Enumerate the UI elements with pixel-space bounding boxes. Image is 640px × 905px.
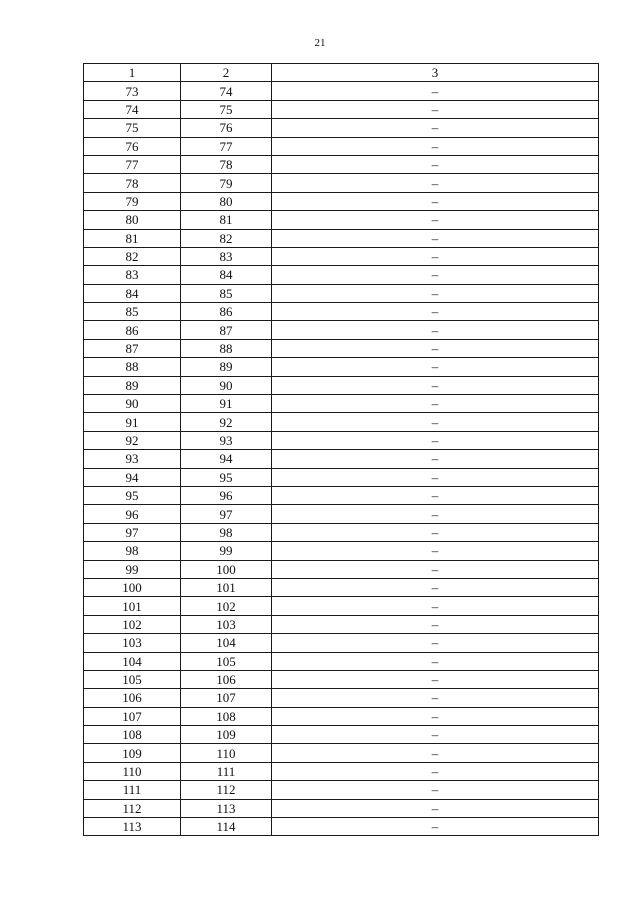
table-cell-col-1: 84 — [84, 284, 181, 302]
table-cell-col-1: 97 — [84, 523, 181, 541]
table-cell-col-1: 75 — [84, 119, 181, 137]
table-row — [84, 486, 599, 504]
table-row — [84, 155, 599, 173]
table-row — [84, 560, 599, 578]
table-cell-col-3: – — [272, 450, 599, 468]
table-cell-col-2: 90 — [181, 376, 272, 394]
table-cell-col-2: 113 — [181, 799, 272, 817]
table-cell-col-3: – — [272, 119, 599, 137]
table-cell-col-1: 83 — [84, 266, 181, 284]
table-cell-col-3: – — [272, 339, 599, 357]
header-row — [84, 64, 599, 82]
table-cell-col-2: 74 — [181, 82, 272, 100]
table-row — [84, 634, 599, 652]
table-row — [84, 707, 599, 725]
table-row — [84, 303, 599, 321]
table-cell-col-3: – — [272, 229, 599, 247]
table-row — [84, 321, 599, 339]
table-row — [84, 431, 599, 449]
table-cell-col-1: 108 — [84, 726, 181, 744]
table-cell-col-1: 104 — [84, 652, 181, 670]
table-row — [84, 358, 599, 376]
table-row — [84, 137, 599, 155]
table-cell-col-2: 94 — [181, 450, 272, 468]
table-cell-col-3: – — [272, 652, 599, 670]
table-row — [84, 505, 599, 523]
table-cell-col-3: – — [272, 413, 599, 431]
table-cell-col-2: 105 — [181, 652, 272, 670]
table-cell-col-3: – — [272, 376, 599, 394]
table-cell-col-3: – — [272, 266, 599, 284]
table-row — [84, 266, 599, 284]
header-cell-col-2: 2 — [181, 64, 272, 82]
table-row — [84, 523, 599, 541]
table-cell-col-3: – — [272, 82, 599, 100]
table-cell-col-1: 90 — [84, 395, 181, 413]
table-cell-col-2: 99 — [181, 542, 272, 560]
table-cell-col-1: 87 — [84, 339, 181, 357]
table-cell-col-2: 83 — [181, 247, 272, 265]
table-row — [84, 284, 599, 302]
table-cell-col-2: 108 — [181, 707, 272, 725]
table-cell-col-1: 78 — [84, 174, 181, 192]
table-cell-col-3: – — [272, 303, 599, 321]
table-cell-col-2: 92 — [181, 413, 272, 431]
table-row — [84, 578, 599, 596]
data-table — [83, 63, 599, 836]
table-cell-col-2: 103 — [181, 615, 272, 633]
table-body — [84, 82, 599, 836]
table-cell-col-3: – — [272, 321, 599, 339]
table-cell-col-1: 106 — [84, 689, 181, 707]
table-cell-col-3: – — [272, 468, 599, 486]
table-cell-col-2: 95 — [181, 468, 272, 486]
table-cell-col-2: 110 — [181, 744, 272, 762]
table-cell-col-3: – — [272, 395, 599, 413]
table-cell-col-3: – — [272, 523, 599, 541]
table-cell-col-3: – — [272, 762, 599, 780]
table-cell-col-1: 74 — [84, 100, 181, 118]
table-cell-col-3: – — [272, 284, 599, 302]
table-row — [84, 192, 599, 210]
table-cell-col-2: 80 — [181, 192, 272, 210]
table-cell-col-3: – — [272, 597, 599, 615]
table-row — [84, 376, 599, 394]
table-row — [84, 82, 599, 100]
table-cell-col-1: 101 — [84, 597, 181, 615]
table-cell-col-3: – — [272, 358, 599, 376]
table-row — [84, 100, 599, 118]
table-cell-col-1: 79 — [84, 192, 181, 210]
table-cell-col-1: 112 — [84, 799, 181, 817]
table-cell-col-1: 100 — [84, 578, 181, 596]
table-cell-col-1: 80 — [84, 211, 181, 229]
table-cell-col-2: 75 — [181, 100, 272, 118]
table-row — [84, 726, 599, 744]
table-row — [84, 542, 599, 560]
table-cell-col-2: 102 — [181, 597, 272, 615]
table-cell-col-3: – — [272, 100, 599, 118]
table-cell-col-3: – — [272, 486, 599, 504]
table-cell-col-1: 99 — [84, 560, 181, 578]
table-row — [84, 450, 599, 468]
header-cell-col-1: 1 — [84, 64, 181, 82]
table-cell-col-1: 85 — [84, 303, 181, 321]
table-row — [84, 799, 599, 817]
table-cell-col-3: – — [272, 247, 599, 265]
table-cell-col-3: – — [272, 744, 599, 762]
table-cell-col-1: 103 — [84, 634, 181, 652]
table-cell-col-3: – — [272, 818, 599, 836]
table-cell-col-3: – — [272, 615, 599, 633]
table-cell-col-2: 78 — [181, 155, 272, 173]
table-cell-col-1: 105 — [84, 670, 181, 688]
header-cell-col-3: 3 — [272, 64, 599, 82]
table-cell-col-2: 100 — [181, 560, 272, 578]
table-cell-col-3: – — [272, 431, 599, 449]
table-cell-col-3: – — [272, 542, 599, 560]
table-cell-col-3: – — [272, 137, 599, 155]
page-number: 21 — [314, 37, 326, 49]
table-cell-col-2: 93 — [181, 431, 272, 449]
table-cell-col-2: 84 — [181, 266, 272, 284]
table-cell-col-2: 97 — [181, 505, 272, 523]
table-row — [84, 744, 599, 762]
table-cell-col-1: 77 — [84, 155, 181, 173]
table-row — [84, 597, 599, 615]
table-cell-col-2: 107 — [181, 689, 272, 707]
table-cell-col-2: 96 — [181, 486, 272, 504]
table-cell-col-3: – — [272, 505, 599, 523]
table-row — [84, 818, 599, 836]
table-row — [84, 211, 599, 229]
table-cell-col-2: 104 — [181, 634, 272, 652]
table-row — [84, 670, 599, 688]
table-cell-col-2: 79 — [181, 174, 272, 192]
table-cell-col-3: – — [272, 174, 599, 192]
table-cell-col-2: 88 — [181, 339, 272, 357]
table-cell-col-1: 95 — [84, 486, 181, 504]
table-row — [84, 615, 599, 633]
table-row — [84, 247, 599, 265]
table-cell-col-1: 107 — [84, 707, 181, 725]
table-header — [84, 64, 599, 82]
table-cell-col-2: 106 — [181, 670, 272, 688]
table-cell-col-3: – — [272, 155, 599, 173]
table-cell-col-3: – — [272, 560, 599, 578]
table-cell-col-1: 96 — [84, 505, 181, 523]
table-row — [84, 689, 599, 707]
table-cell-col-2: 81 — [181, 211, 272, 229]
table-cell-col-1: 76 — [84, 137, 181, 155]
table-cell-col-2: 89 — [181, 358, 272, 376]
table-row — [84, 652, 599, 670]
table-cell-col-2: 82 — [181, 229, 272, 247]
table-cell-col-2: 86 — [181, 303, 272, 321]
table-cell-col-3: – — [272, 689, 599, 707]
table-cell-col-1: 92 — [84, 431, 181, 449]
table-cell-col-3: – — [272, 634, 599, 652]
table-cell-col-1: 73 — [84, 82, 181, 100]
table-cell-col-2: 91 — [181, 395, 272, 413]
table-cell-col-2: 87 — [181, 321, 272, 339]
table-row — [84, 781, 599, 799]
table-cell-col-3: – — [272, 726, 599, 744]
table-row — [84, 762, 599, 780]
table-cell-col-1: 91 — [84, 413, 181, 431]
table-cell-col-3: – — [272, 670, 599, 688]
table-cell-col-1: 93 — [84, 450, 181, 468]
table-cell-col-3: – — [272, 578, 599, 596]
table-cell-col-1: 81 — [84, 229, 181, 247]
table-cell-col-2: 109 — [181, 726, 272, 744]
table-row — [84, 339, 599, 357]
table-cell-col-2: 77 — [181, 137, 272, 155]
table-cell-col-1: 88 — [84, 358, 181, 376]
table-cell-col-1: 102 — [84, 615, 181, 633]
table-cell-col-1: 82 — [84, 247, 181, 265]
table-cell-col-2: 98 — [181, 523, 272, 541]
table-cell-col-1: 94 — [84, 468, 181, 486]
table-cell-col-2: 112 — [181, 781, 272, 799]
table-cell-col-1: 89 — [84, 376, 181, 394]
table-cell-col-1: 111 — [84, 781, 181, 799]
table-cell-col-2: 85 — [181, 284, 272, 302]
table-row — [84, 229, 599, 247]
table-row — [84, 413, 599, 431]
table-cell-col-2: 114 — [181, 818, 272, 836]
table-row — [84, 119, 599, 137]
table-cell-col-3: – — [272, 799, 599, 817]
table-cell-col-3: – — [272, 781, 599, 799]
table-row — [84, 174, 599, 192]
table-cell-col-3: – — [272, 707, 599, 725]
table-cell-col-1: 98 — [84, 542, 181, 560]
table-cell-col-3: – — [272, 192, 599, 210]
table-cell-col-3: – — [272, 211, 599, 229]
table-row — [84, 468, 599, 486]
table-cell-col-1: 109 — [84, 744, 181, 762]
table-cell-col-2: 111 — [181, 762, 272, 780]
table-cell-col-2: 101 — [181, 578, 272, 596]
table-cell-col-1: 86 — [84, 321, 181, 339]
table-cell-col-1: 110 — [84, 762, 181, 780]
table-row — [84, 395, 599, 413]
table-cell-col-2: 76 — [181, 119, 272, 137]
table-cell-col-1: 113 — [84, 818, 181, 836]
